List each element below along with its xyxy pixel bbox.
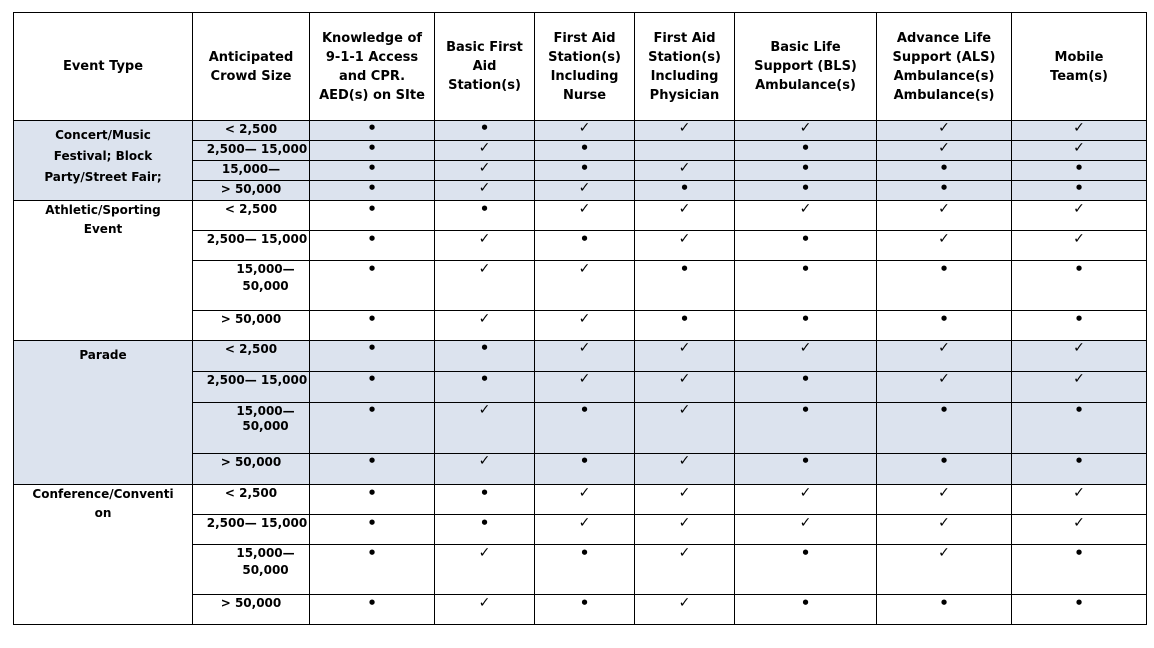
bullet-icon: • <box>479 514 490 532</box>
cell-bls <box>735 121 877 141</box>
crowd-size-cell <box>193 372 310 403</box>
cell-mobile <box>1012 545 1147 595</box>
event-type-line: Conference/Conventi <box>32 487 174 501</box>
cell-als <box>877 161 1012 181</box>
crowd-size-label: > 50,000 <box>220 182 282 196</box>
crowd-size-cell <box>193 161 310 181</box>
bullet-icon: • <box>1074 260 1084 278</box>
bullet-icon: • <box>479 370 490 388</box>
bullet-icon: • <box>579 544 590 562</box>
checkmark-icon: ✓ <box>578 120 591 136</box>
bullet-icon: • <box>800 179 811 197</box>
cell-bls <box>735 181 877 201</box>
cell-bls <box>735 595 877 625</box>
event-type-cell <box>14 121 193 201</box>
bullet-icon: • <box>367 339 377 357</box>
cell-physician <box>635 141 735 161</box>
checkmark-icon: ✓ <box>678 120 691 136</box>
checkmark-icon: ✓ <box>478 180 491 196</box>
cell-physician <box>635 485 735 515</box>
bullet-icon: • <box>367 452 377 470</box>
cell-mobile <box>1012 595 1147 625</box>
bullet-icon: • <box>679 260 690 278</box>
cell-physician <box>635 341 735 372</box>
cell-als <box>877 231 1012 261</box>
cell-physician <box>635 121 735 141</box>
cell-basic-first-aid <box>435 311 535 341</box>
event-type-cell <box>14 341 193 485</box>
checkmark-icon: ✓ <box>578 515 591 531</box>
bullet-icon: • <box>939 401 949 419</box>
cell-nurse <box>535 121 635 141</box>
cell-als <box>877 545 1012 595</box>
cell-mobile <box>1012 515 1147 545</box>
checkmark-icon: ✓ <box>578 340 591 356</box>
cell-nurse <box>535 261 635 311</box>
table-row <box>14 341 1147 372</box>
crowd-size-label: > 50,000 <box>220 596 282 610</box>
cell-knowledge <box>310 161 435 181</box>
crowd-size-cell <box>193 311 310 341</box>
checkmark-icon: ✓ <box>478 545 491 561</box>
cell-physician <box>635 372 735 403</box>
checkmark-icon: ✓ <box>578 311 591 327</box>
bullet-icon: • <box>579 594 590 612</box>
crowd-size-cell <box>193 181 310 201</box>
cell-knowledge <box>310 201 435 231</box>
bullet-icon: • <box>367 401 377 419</box>
bullet-icon: • <box>800 310 811 328</box>
cell-basic-first-aid <box>435 515 535 545</box>
checkmark-icon: ✓ <box>578 201 591 217</box>
checkmark-icon: ✓ <box>678 371 691 387</box>
cell-nurse <box>535 454 635 485</box>
cell-mobile <box>1012 141 1147 161</box>
checkmark-icon: ✓ <box>938 120 950 136</box>
crowd-size-cell <box>193 485 310 515</box>
event-type-cell <box>14 485 193 625</box>
checkmark-icon: ✓ <box>938 140 950 156</box>
checkmark-icon: ✓ <box>678 340 691 356</box>
bullet-icon: • <box>800 260 811 278</box>
bullet-icon: • <box>479 484 490 502</box>
cell-bls <box>735 311 877 341</box>
cell-physician <box>635 181 735 201</box>
bullet-icon: • <box>1074 594 1084 612</box>
cell-nurse <box>535 485 635 515</box>
header-event-type: Event Type <box>14 13 193 121</box>
bullet-icon: • <box>367 310 377 328</box>
table-row <box>14 485 1147 515</box>
cell-als <box>877 595 1012 625</box>
cell-basic-first-aid <box>435 372 535 403</box>
checkmark-icon: ✓ <box>678 485 691 501</box>
checkmark-icon: ✓ <box>1073 515 1085 531</box>
crowd-size-label: < 2,500 <box>224 486 278 500</box>
cell-physician <box>635 515 735 545</box>
checkmark-icon: ✓ <box>799 340 812 356</box>
crowd-size-line: 50,000 <box>242 419 289 433</box>
checkmark-icon: ✓ <box>1073 231 1085 247</box>
cell-physician <box>635 454 735 485</box>
checkmark-icon: ✓ <box>1073 201 1085 217</box>
cell-mobile <box>1012 231 1147 261</box>
checkmark-icon: ✓ <box>578 371 591 387</box>
crowd-size-cell <box>193 341 310 372</box>
cell-bls <box>735 485 877 515</box>
cell-mobile <box>1012 403 1147 454</box>
crowd-size-cell <box>193 121 310 141</box>
bullet-icon: • <box>800 159 811 177</box>
checkmark-icon: ✓ <box>1073 371 1085 387</box>
bullet-icon: • <box>479 200 490 218</box>
crowd-size-cell <box>193 261 310 311</box>
event-group <box>14 121 1147 201</box>
cell-knowledge <box>310 485 435 515</box>
bullet-icon: • <box>367 514 377 532</box>
crowd-size-cell <box>193 403 310 454</box>
checkmark-icon: ✓ <box>1073 485 1085 501</box>
cell-mobile <box>1012 201 1147 231</box>
crowd-size-label: < 2,500 <box>224 122 278 136</box>
checkmark-icon: ✓ <box>478 231 491 247</box>
bullet-icon: • <box>800 452 811 470</box>
checkmark-icon: ✓ <box>678 231 691 247</box>
cell-bls <box>735 403 877 454</box>
cell-als <box>877 261 1012 311</box>
header-first-aid-physician: First Aid Station(s) Including Physician <box>635 13 735 121</box>
bullet-icon: • <box>800 139 811 157</box>
cell-mobile <box>1012 261 1147 311</box>
bullet-icon: • <box>1074 159 1084 177</box>
crowd-size-cell <box>193 231 310 261</box>
checkmark-icon: ✓ <box>799 485 812 501</box>
checkmark-icon: ✓ <box>938 340 950 356</box>
cell-basic-first-aid <box>435 231 535 261</box>
checkmark-icon: ✓ <box>678 595 691 611</box>
cell-nurse <box>535 545 635 595</box>
checkmark-icon: ✓ <box>678 545 691 561</box>
bullet-icon: • <box>1074 179 1084 197</box>
bullet-icon: • <box>579 401 590 419</box>
cell-als <box>877 403 1012 454</box>
crowd-size-label: 2,500— 15,000 <box>206 142 308 156</box>
checkmark-icon: ✓ <box>678 453 691 469</box>
bullet-icon: • <box>800 230 811 248</box>
cell-knowledge <box>310 231 435 261</box>
cell-physician <box>635 261 735 311</box>
cell-knowledge <box>310 121 435 141</box>
crowd-size-label: 2,500— 15,000 <box>206 232 308 246</box>
cell-als <box>877 454 1012 485</box>
bullet-icon: • <box>679 179 690 197</box>
crowd-size-label: 15,000— <box>221 162 281 176</box>
event-group <box>14 201 1147 341</box>
cell-nurse <box>535 341 635 372</box>
cell-als <box>877 141 1012 161</box>
table-row <box>14 121 1147 141</box>
crowd-size-label: 2,500— 15,000 <box>206 516 308 530</box>
crowd-size-label: < 2,500 <box>224 202 278 216</box>
bullet-icon: • <box>939 159 949 177</box>
bullet-icon: • <box>679 310 690 328</box>
cell-als <box>877 341 1012 372</box>
event-group <box>14 341 1147 485</box>
cell-basic-first-aid <box>435 454 535 485</box>
crowd-size-line: 50,000 <box>242 279 289 293</box>
checkmark-icon: ✓ <box>478 311 491 327</box>
cell-basic-first-aid <box>435 545 535 595</box>
checkmark-icon: ✓ <box>938 231 950 247</box>
cell-mobile <box>1012 311 1147 341</box>
bullet-icon: • <box>800 401 811 419</box>
checkmark-icon: ✓ <box>578 485 591 501</box>
bullet-icon: • <box>939 594 949 612</box>
cell-mobile <box>1012 341 1147 372</box>
cell-bls <box>735 231 877 261</box>
cell-nurse <box>535 595 635 625</box>
cell-als <box>877 121 1012 141</box>
cell-basic-first-aid <box>435 141 535 161</box>
checkmark-icon: ✓ <box>938 545 950 561</box>
cell-mobile <box>1012 121 1147 141</box>
header-first-aid-nurse: First Aid Station(s) Including Nurse <box>535 13 635 121</box>
cell-knowledge <box>310 372 435 403</box>
bullet-icon: • <box>367 594 377 612</box>
event-type-line: Event <box>83 222 123 236</box>
cell-bls <box>735 161 877 181</box>
checkmark-icon: ✓ <box>1073 120 1085 136</box>
cell-basic-first-aid <box>435 261 535 311</box>
event-type-line: Festival; Block <box>53 149 153 163</box>
cell-bls <box>735 341 877 372</box>
checkmark-icon: ✓ <box>478 453 491 469</box>
cell-knowledge <box>310 341 435 372</box>
crowd-size-line: 15,000— <box>236 404 295 418</box>
cell-basic-first-aid <box>435 161 535 181</box>
cell-bls <box>735 372 877 403</box>
crowd-size-label: > 50,000 <box>220 455 282 469</box>
checkmark-icon: ✓ <box>799 515 812 531</box>
checkmark-icon: ✓ <box>478 402 491 418</box>
bullet-icon: • <box>367 484 377 502</box>
cell-physician <box>635 545 735 595</box>
cell-bls <box>735 261 877 311</box>
table-row <box>14 201 1147 231</box>
crowd-size-cell <box>193 201 310 231</box>
cell-nurse <box>535 372 635 403</box>
crowd-size-label: 2,500— 15,000 <box>206 373 308 387</box>
bullet-icon: • <box>800 544 811 562</box>
bullet-icon: • <box>939 452 949 470</box>
checkmark-icon: ✓ <box>478 140 491 156</box>
bullet-icon: • <box>579 139 590 157</box>
checkmark-icon: ✓ <box>678 402 691 418</box>
event-group <box>14 485 1147 625</box>
crowd-size-label: < 2,500 <box>224 342 278 356</box>
cell-nurse <box>535 403 635 454</box>
cell-als <box>877 181 1012 201</box>
bullet-icon: • <box>800 370 811 388</box>
bullet-icon: • <box>367 260 377 278</box>
event-type-line: on <box>94 506 112 520</box>
header-bls-ambulance: Basic Life Support (BLS) Ambulance(s) <box>735 13 877 121</box>
bullet-icon: • <box>367 159 377 177</box>
bullet-icon: • <box>1074 544 1084 562</box>
cell-bls <box>735 201 877 231</box>
crowd-size-cell <box>193 595 310 625</box>
bullet-icon: • <box>939 179 949 197</box>
event-staffing-table <box>13 12 1147 625</box>
bullet-icon: • <box>367 230 377 248</box>
cell-mobile <box>1012 454 1147 485</box>
cell-als <box>877 372 1012 403</box>
cell-basic-first-aid <box>435 595 535 625</box>
cell-knowledge <box>310 545 435 595</box>
cell-mobile <box>1012 161 1147 181</box>
cell-nurse <box>535 141 635 161</box>
cell-basic-first-aid <box>435 181 535 201</box>
cell-knowledge <box>310 595 435 625</box>
crowd-size-label: > 50,000 <box>220 312 282 326</box>
cell-mobile <box>1012 485 1147 515</box>
header-basic-first-aid: Basic First Aid Station(s) <box>435 13 535 121</box>
cell-knowledge <box>310 403 435 454</box>
cell-basic-first-aid <box>435 121 535 141</box>
cell-nurse <box>535 181 635 201</box>
checkmark-icon: ✓ <box>678 201 691 217</box>
cell-physician <box>635 161 735 181</box>
cell-knowledge <box>310 181 435 201</box>
event-type-line: Athletic/Sporting <box>45 203 161 217</box>
cell-knowledge <box>310 261 435 311</box>
cell-physician <box>635 201 735 231</box>
crowd-size-line: 50,000 <box>242 563 289 577</box>
crowd-size-cell <box>193 545 310 595</box>
cell-nurse <box>535 311 635 341</box>
checkmark-icon: ✓ <box>799 120 812 136</box>
bullet-icon: • <box>939 260 949 278</box>
cell-nurse <box>535 201 635 231</box>
checkmark-icon: ✓ <box>938 201 950 217</box>
bullet-icon: • <box>479 339 490 357</box>
cell-physician <box>635 403 735 454</box>
checkmark-icon: ✓ <box>578 180 591 196</box>
bullet-icon: • <box>579 452 590 470</box>
bullet-icon: • <box>939 310 949 328</box>
bullet-icon: • <box>1074 401 1084 419</box>
checkmark-icon: ✓ <box>478 595 491 611</box>
cell-als <box>877 485 1012 515</box>
checkmark-icon: ✓ <box>478 160 491 176</box>
bullet-icon: • <box>367 370 377 388</box>
cell-knowledge <box>310 515 435 545</box>
cell-physician <box>635 311 735 341</box>
event-type-line: Parade <box>79 348 127 362</box>
event-type-line: Concert/Music <box>55 128 151 142</box>
cell-physician <box>635 231 735 261</box>
cell-nurse <box>535 515 635 545</box>
bullet-icon: • <box>579 230 590 248</box>
crowd-size-line: 15,000— <box>236 262 295 276</box>
header-911-cpr-aed: Knowledge of 9-1-1 Access and CPR. AED(s) on SIte <box>310 13 435 121</box>
cell-als <box>877 311 1012 341</box>
crowd-size-cell <box>193 454 310 485</box>
cell-nurse <box>535 231 635 261</box>
bullet-icon: • <box>479 119 490 137</box>
header-als-ambulance: Advance Life Support (ALS) Ambulance(s) Ambulance(s) <box>877 13 1012 121</box>
cell-knowledge <box>310 141 435 161</box>
crowd-size-line: 15,000— <box>236 546 295 560</box>
bullet-icon: • <box>1074 310 1084 328</box>
cell-knowledge <box>310 311 435 341</box>
checkmark-icon: ✓ <box>578 261 591 277</box>
header-row <box>14 13 1147 121</box>
cell-basic-first-aid <box>435 485 535 515</box>
checkmark-icon: ✓ <box>1073 140 1085 156</box>
checkmark-icon: ✓ <box>938 515 950 531</box>
header-mobile-team: Mobile Team(s) <box>1012 13 1147 121</box>
cell-bls <box>735 515 877 545</box>
cell-nurse <box>535 161 635 181</box>
checkmark-icon: ✓ <box>678 515 691 531</box>
bullet-icon: • <box>579 159 590 177</box>
cell-als <box>877 201 1012 231</box>
cell-physician <box>635 595 735 625</box>
cell-basic-first-aid <box>435 201 535 231</box>
cell-bls <box>735 545 877 595</box>
checkmark-icon: ✓ <box>938 371 950 387</box>
event-type-cell <box>14 201 193 341</box>
bullet-icon: • <box>367 139 377 157</box>
cell-mobile <box>1012 372 1147 403</box>
crowd-size-cell <box>193 515 310 545</box>
cell-bls <box>735 141 877 161</box>
event-type-line: Party/Street Fair; <box>44 170 162 184</box>
bullet-icon: • <box>367 200 377 218</box>
cell-basic-first-aid <box>435 403 535 454</box>
header-crowd-size: Anticipated Crowd Size <box>193 13 310 121</box>
checkmark-icon: ✓ <box>938 485 950 501</box>
checkmark-icon: ✓ <box>1073 340 1085 356</box>
cell-mobile <box>1012 181 1147 201</box>
cell-knowledge <box>310 454 435 485</box>
bullet-icon: • <box>1074 452 1084 470</box>
cell-als <box>877 515 1012 545</box>
crowd-size-cell <box>193 141 310 161</box>
cell-bls <box>735 454 877 485</box>
checkmark-icon: ✓ <box>799 201 812 217</box>
bullet-icon: • <box>367 544 377 562</box>
cell-basic-first-aid <box>435 341 535 372</box>
checkmark-icon: ✓ <box>678 160 691 176</box>
bullet-icon: • <box>800 594 811 612</box>
bullet-icon: • <box>367 179 377 197</box>
bullet-icon: • <box>367 119 377 137</box>
checkmark-icon: ✓ <box>478 261 491 277</box>
